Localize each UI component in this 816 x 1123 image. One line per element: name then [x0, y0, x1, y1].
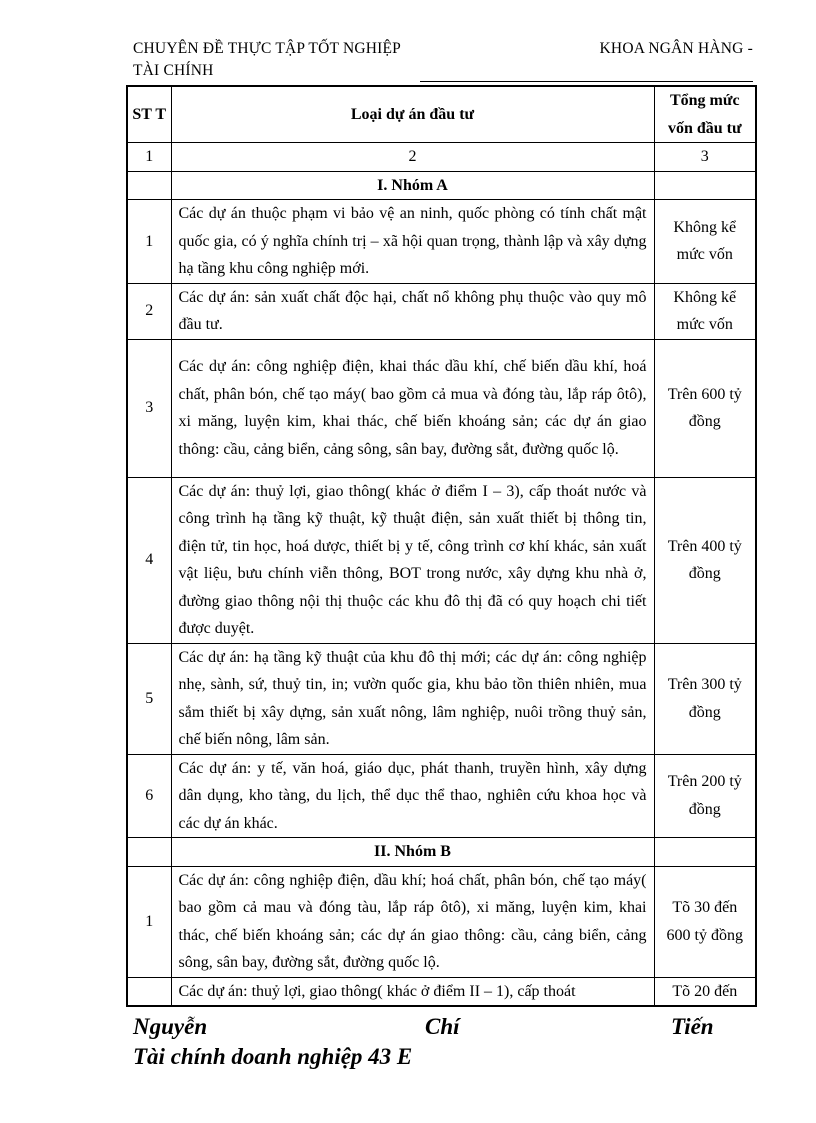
table-row — [127, 200, 756, 284]
row-capital: Trên 300 tỷ đồng — [654, 643, 756, 754]
row-desc: Các dự án thuộc phạm vi bảo vệ an ninh, quốc phòng có tính chất mật quốc gia, có ý nghĩa chính trị – xã hội quan trọng, thành lập và xây dựng hạ tầng khu công nghiệp mới. — [171, 200, 654, 284]
header-faculty-cont: TÀI CHÍNH — [133, 62, 214, 79]
row-stt — [127, 977, 171, 1006]
row-desc: Các dự án: sản xuất chất độc hại, chất nổ không phụ thuộc vào quy mô đầu tư. — [171, 283, 654, 339]
row-capital: Trên 400 tỷ đồng — [654, 477, 756, 643]
index-cell: 3 — [654, 143, 756, 172]
table-row — [127, 866, 756, 977]
row-stt: 2 — [127, 283, 171, 339]
author-name-2: Chí — [425, 1014, 460, 1039]
group-title: II. Nhóm B — [171, 838, 654, 867]
index-row — [127, 143, 756, 172]
row-desc: Các dự án: công nghiệp điện, dầu khí; hoá chất, phân bón, chế tạo máy( bao gồm cả mau và đóng tàu, lắp ráp ôtô), xi măng, luyện kim, khai thác, chế biến khoáng sản; các dự án giao thông: cầu, cảng biển, cảng sông, sân bay, đường sắt, đường quốc lộ. — [171, 866, 654, 977]
table-row — [127, 477, 756, 643]
table-row — [127, 754, 756, 838]
investment-table — [126, 85, 757, 1007]
index-cell: 1 — [127, 143, 171, 172]
row-stt: 1 — [127, 200, 171, 284]
table-header-row — [127, 86, 756, 143]
header-title: CHUYÊN ĐỀ THỰC TẬP TỐT NGHIỆP — [133, 40, 401, 57]
group-row — [127, 838, 756, 867]
author-name — [133, 1014, 723, 1044]
row-stt: 5 — [127, 643, 171, 754]
header-stt: ST T — [127, 86, 171, 143]
row-stt: 1 — [127, 866, 171, 977]
table-row — [127, 283, 756, 339]
table-row — [127, 643, 756, 754]
row-desc: Các dự án: y tế, văn hoá, giáo dục, phát thanh, truyền hình, xây dựng dân dụng, kho tàng, du lịch, thể dục thể thao, nghiên cứu khoa học và các dự án khác. — [171, 754, 654, 838]
row-capital: Không kể mức vốn — [654, 200, 756, 284]
row-capital: Tõ 20 đến — [654, 977, 756, 1006]
row-stt: 4 — [127, 477, 171, 643]
group-row — [127, 171, 756, 200]
row-stt: 3 — [127, 339, 171, 477]
row-capital: Không kể mức vốn — [654, 283, 756, 339]
table-row — [127, 339, 756, 477]
group-title: I. Nhóm A — [171, 171, 654, 200]
author-name-1: Nguyễn — [133, 1014, 208, 1039]
row-desc: Các dự án: thuỷ lợi, giao thông( khác ở điểm I – 3), cấp thoát nước và công trình hạ tầng kỹ thuật, kỹ thuật điện, sản xuất thiết bị thông tin, điện tử, tin học, hoá dược, thiết bị y tế, công trình cơ khí khác, sản xuất vật liệu, bưu chính viễn thông, BOT trong nước, xây dựng khu nhà ở, đường giao thông nội thị thuộc các khu đô thị đã có quy hoạch chi tiết được duyệt. — [171, 477, 654, 643]
index-cell: 2 — [171, 143, 654, 172]
row-desc: Các dự án: thuỷ lợi, giao thông( khác ở điểm II – 1), cấp thoát — [171, 977, 654, 1006]
row-capital: Tõ 30 đến 600 tỷ đồng — [654, 866, 756, 977]
row-desc: Các dự án: hạ tầng kỹ thuật của khu đô thị mới; các dự án: công nghiệp nhẹ, sành, sứ, thuỷ tin, in; vườn quốc gia, khu bảo tồn thiên nhiên, mua sắm thiết bị xây dựng, sản xuất nông, lâm nghiệp, nuôi trồng thuỷ sản, chế biến nông, lâm sản. — [171, 643, 654, 754]
row-desc: Các dự án: công nghiệp điện, khai thác dầu khí, chế biến dầu khí, hoá chất, phân bón, chế tạo máy( bao gồm cả mua và đóng tàu, lắp ráp ôtô), xi măng, luyện kim, khai thác, chế biến khoáng sản; các dự án giao thông: cầu, cảng biển, cảng sông, sân bay, đường sắt, đường quốc lộ. — [171, 339, 654, 477]
header-faculty: KHOA NGÂN HÀNG - — [599, 40, 753, 57]
header-type: Loại dự án đầu tư — [171, 86, 654, 143]
author-name-3: Tiến — [671, 1014, 714, 1039]
header-capital: Tổng mức vốn đầu tư — [654, 86, 756, 143]
row-stt: 6 — [127, 754, 171, 838]
author-class: Tài chính doanh nghiệp 43 E — [133, 1044, 413, 1069]
row-capital: Trên 600 tỷ đồng — [654, 339, 756, 477]
row-capital: Trên 200 tỷ đồng — [654, 754, 756, 838]
header-rule — [420, 81, 753, 82]
table-row — [127, 977, 756, 1006]
